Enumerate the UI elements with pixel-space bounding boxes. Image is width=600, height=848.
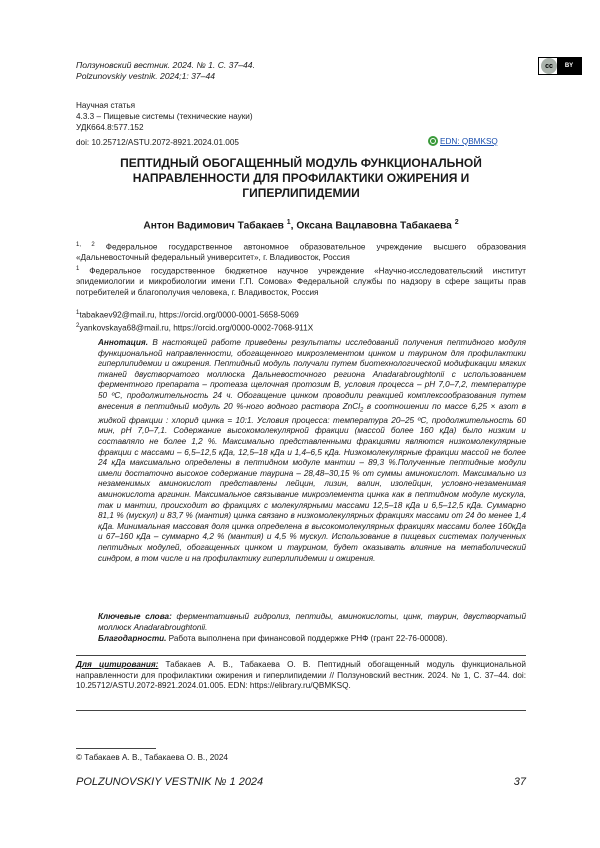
acknowledgments-text: Работа выполнена при финансовой поддержке РНФ (грант 22-76-00008). bbox=[166, 634, 448, 643]
globe-icon bbox=[428, 136, 438, 146]
footer-journal: POLZUNOVSKIY VESTNIK № 1 2024 bbox=[76, 776, 264, 788]
journal-header-en: Polzunovskiy vestnik. 2024;1: 37–44 bbox=[76, 71, 216, 81]
citation-top-rule bbox=[76, 655, 526, 656]
authors bbox=[76, 219, 526, 231]
citation-label: Для цитирования: bbox=[76, 660, 159, 669]
email-2 bbox=[76, 321, 313, 334]
article-doi: doi: 10.25712/ASTU.2072-8921.2024.01.005 bbox=[76, 138, 239, 147]
footnote-rule bbox=[76, 748, 156, 749]
citation-bottom-rule bbox=[76, 710, 526, 711]
affiliation-1 bbox=[76, 240, 526, 264]
article-type: Научная статья bbox=[76, 101, 136, 110]
email-1-sup: 1 bbox=[76, 310, 80, 316]
abstract-label: Аннотация. bbox=[98, 338, 149, 347]
abstract-subscript: 2 bbox=[360, 407, 364, 414]
article-category: 4.3.3 – Пищевые системы (технические науки) bbox=[76, 112, 253, 121]
abstract-text-2: в соотношении по массе 6,25 × азот в жидкой фракции : хлорид цинка = 10:1. Условия процесса: температура 20–25 ºС, продолжительность 60 мин, pH 7,0–7,1. Содержание высокомолекулярной фракции (массой более 160 кДа) было низким и составляло не более 1,2 %. Максимально представленными фракциями являются низкомолекулярные фракции с массами – 6,5–12,5 кДа, 12,5–18 кДа и 1,4–6,5 кДа. Низкомолекулярные фракции массой не более 24 кДа максимально определены в пептидном модуле мантии – 89,3 %.Полученные пептидные модули имели достаточно высокое содержание таурина – 28,48–30,15 % от суммы аминокислот. Максимально из незаменимых аминокислот представлены лейцин, лизин, валин, изолейцин, условно-незаменимая аминокислота аргинин. Максимальное связывание микроэлемента цинка как в пептидном модуле мускула, так и мантии, происходит во фракциях с молекулярными массами 12,5–18 кДа и 6,5–12,5 кДа. Суммарно 81,1 % (мускул) и 83,7 % (мантия) цинка связано в низкомолекулярных фракциях массами от 24 до менее 1,4 кДа. Минимальная массовая доля цинка определена в высокомолекулярных фракциях массами более 160кДа и 67–160 кДа – суммарно 4,2 % (мантия) и 4,5 % мускул. Использование в пищевых системах полученных пептидных модулей, обогащенных цинком и таурином, будет оказывать влияние на метаболический синдром, в том числе и на профилактику гиперлипидемии и ожирения. bbox=[98, 401, 527, 563]
journal-header bbox=[76, 60, 255, 82]
email-2-text[interactable]: yankovskaya68@mail.ru, https://orcid.org/0000-0002-7068-911X bbox=[79, 324, 314, 334]
copyright: © Табакаев А. В., Табакаева О. В., 2024 bbox=[76, 753, 228, 762]
author-separator: , bbox=[290, 220, 297, 232]
by-label: BY bbox=[557, 58, 581, 74]
article-udc: УДК664.8:577.152 bbox=[76, 123, 144, 132]
affiliation-2-sup: 1 bbox=[76, 266, 80, 272]
edn-link[interactable]: EDN: QBMKSQ bbox=[440, 136, 498, 146]
abstract bbox=[98, 338, 526, 564]
affiliation-2 bbox=[76, 264, 526, 299]
email-2-sup: 2 bbox=[76, 323, 80, 330]
affiliation-1-sup: 1, 2 bbox=[76, 242, 95, 248]
author-emails bbox=[76, 308, 313, 335]
author-2-sup: 2 bbox=[454, 219, 459, 226]
cc-icon: cc bbox=[541, 58, 557, 74]
page-number: 37 bbox=[513, 776, 526, 788]
article-title: ПЕПТИДНЫЙ ОБОГАЩЕННЫЙ МОДУЛЬ ФУНКЦИОНАЛЬНОЙ НАПРАВЛЕННОСТИ ДЛЯ ПРОФИЛАКТИКИ ОЖИРЕНИЯ И ГИПЕРЛИПИДЕМИИ bbox=[120, 156, 482, 200]
edn-block bbox=[428, 136, 498, 146]
email-1 bbox=[76, 308, 313, 321]
author-1: Антон Вадимович Табакаев bbox=[143, 220, 284, 232]
cc-by-license-badge[interactable] bbox=[538, 57, 582, 75]
affiliation-1-text: Федеральное государственное автономное образовательное учреждение высшего образования «Дальневосточный федеральный университет», г. Владивосток, Россия bbox=[76, 242, 526, 263]
journal-header-ru: Ползуновский вестник. 2024. № 1. С. 37–44. bbox=[76, 60, 255, 70]
author-1-sup: 1 bbox=[286, 219, 291, 226]
email-1-text[interactable]: tabakaev92@mail.ru, https://orcid.org/0000-0001-5658-5069 bbox=[79, 310, 299, 320]
acknowledgments-label: Благодарности. bbox=[98, 634, 167, 643]
keywords-label: Ключевые слова: bbox=[98, 612, 172, 621]
keywords bbox=[98, 612, 526, 633]
abstract-text-1: В настоящей работе приведены результаты исследований получения пептидного модуля функциональной направленности, обогащенного микроэлементом цинком и таурином для профилактики гиперлипидемии и ожирения. Пептидный модуль получали путем биотехнологической модификации мягких тканей двустворчатого моллюска Дальневосточного региона Anadarabroughtonii с использованием ферментного препарата – протеаза щелочная протозим B, условия процесса – pH 7,0–7,2, температуре 50 ºС, продолжительность 24 ч. Обогащение цинком проводили реакцией комплексообразования путем внесения в пептидный модуль 20 %-ного водного раствора ZnCl bbox=[98, 338, 527, 411]
acknowledgments bbox=[98, 634, 526, 645]
page-footer bbox=[76, 776, 526, 788]
citation-text: Табакаев А. В., Табакаева О. В. Пептидный обогащенный модуль функциональной направленности для профилактики ожирения и гиперлипидемии // Ползуновский вестник. 2024. № 1, С. 37–44. doi: 10.25712/ASTU.2072-8921.2024.01.005. EDN: https://elibrary.ru/QBMKSQ. bbox=[76, 660, 526, 691]
affiliation-2-text: Федеральное государственное бюджетное научное учреждение «Научно-исследовательский институт эпидемиологии и микробиологии имени Г.П. Сомова» Федеральной службы по надзору в сфере защиты прав потребителей и благополучия человека, г. Владивосток, Россия bbox=[76, 266, 526, 297]
author-2: Оксана Вацлавовна Табакаева bbox=[296, 220, 452, 232]
keywords-text: ферментативный гидролиз, пептиды, аминокислоты, цинк, таурин, двустворчатый моллюск Anadarabroughtonii. bbox=[98, 612, 526, 632]
citation bbox=[76, 660, 526, 692]
article-meta bbox=[76, 100, 253, 133]
